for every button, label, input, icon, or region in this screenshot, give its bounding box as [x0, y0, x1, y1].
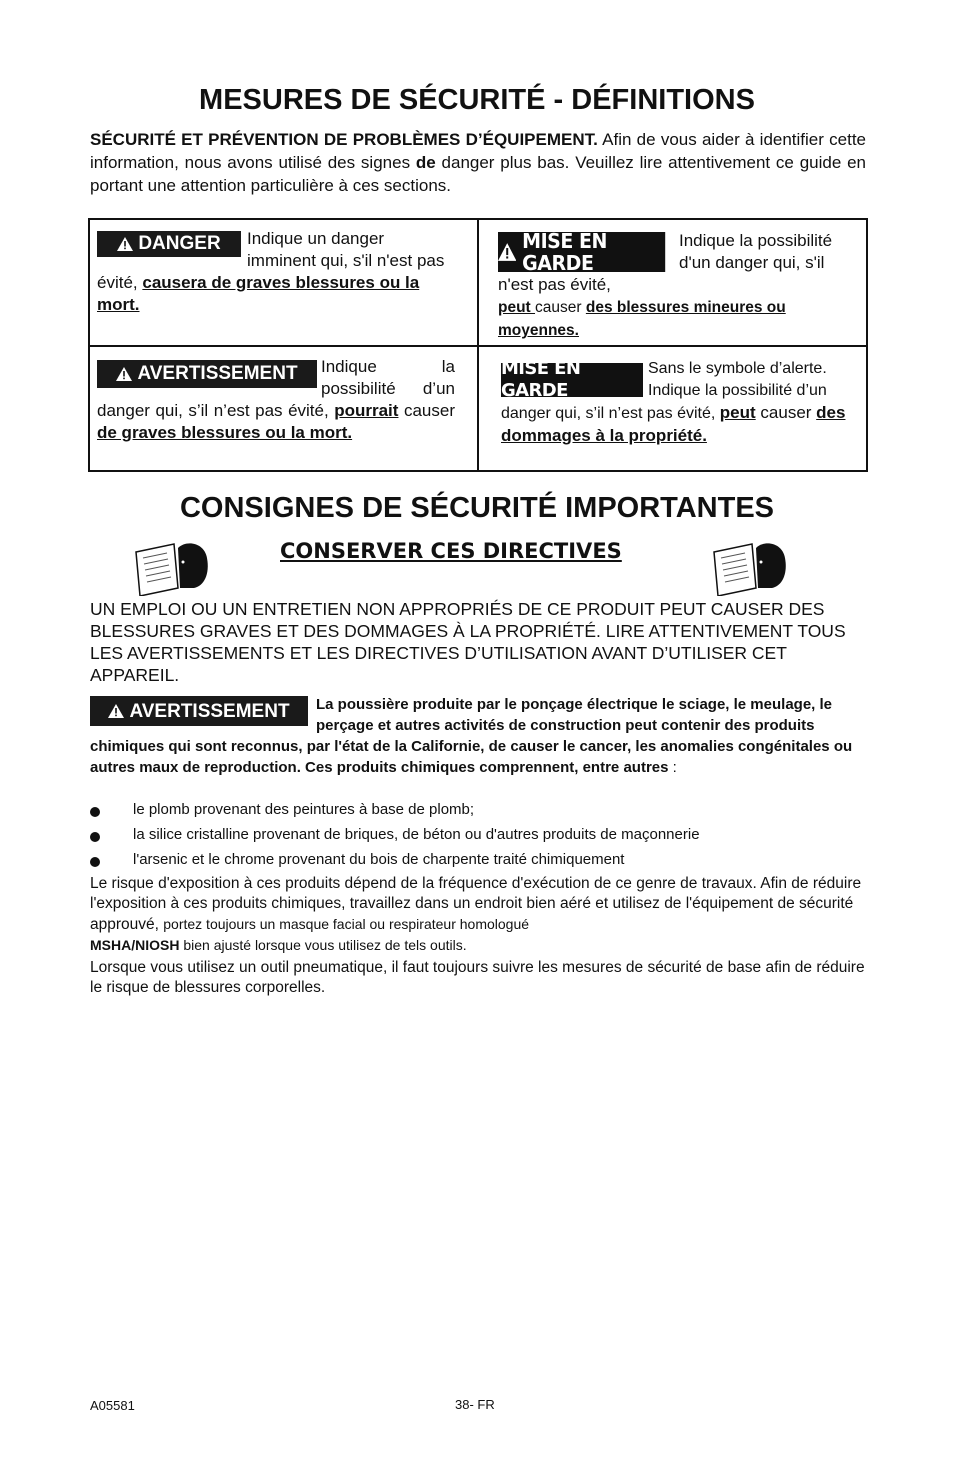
list-item [90, 825, 866, 850]
read-manual-icon [712, 540, 788, 596]
mise-en-garde-alert-emph2: des blessures mineures ou moyennes. [498, 299, 786, 339]
page-title: MESURES DE SÉCURITÉ - DÉFINITIONS [199, 84, 755, 116]
avertissement-warning-badge [90, 696, 308, 726]
read-manual-icon [134, 540, 210, 596]
mise-en-garde-label: MISE EN GARDE [501, 358, 581, 401]
alert-triangle-icon [116, 367, 132, 381]
intro-bold-lead: SÉCURITÉ ET PRÉVENTION DE PROBLÈMES D’ÉQUIPEMENT. [90, 130, 598, 149]
list-item [90, 850, 866, 875]
page-number: 38- FR [455, 1397, 495, 1412]
cell-mise-en-garde-no-alert [501, 358, 863, 448]
warning-text: La poussière produite par le ponçage électrique le sciage, le meulage, le perçage et autres activités de construction peut contenir des produits chimiques qui sont reconnus, par l'état de la Californie, de causer le cancer, les anomalies congénitales ou autres maux de reproduction. Ces produits chimiques comprennent, entre autres [90, 696, 853, 776]
avertissement-badge-label: AVERTISSEMENT [137, 363, 298, 384]
mise-en-garde-badge [501, 358, 643, 401]
cell-mise-en-garde-alert [498, 230, 858, 342]
mise-en-garde-alert-emph1: peut [498, 299, 536, 316]
mise-en-garde-text: Sans le symbole d’alerte. Indique la possibilité d’un danger qui, s’il n’est pas évité, [501, 360, 827, 422]
chemicals-list [90, 800, 866, 875]
exposure-paragraph [90, 874, 866, 956]
alert-triangle-icon [117, 237, 133, 251]
mise-en-garde-emph2: des dommages à la propriété. [501, 403, 846, 445]
warning-colon: : [668, 759, 677, 776]
list-item-text: l'arsenic et le chrome provenant du bois de charpente traité chimiquement [133, 851, 625, 868]
pneumatic-paragraph: Lorsque vous utilisez un outil pneumatique, il faut toujours suivre les mesures de sécurité de base afin de réduire le risque de blessures corporelles. [90, 959, 865, 996]
avertissement-badge [97, 360, 317, 388]
list-item [90, 800, 866, 825]
mise-en-garde-alert-badge [498, 229, 665, 275]
alert-triangle-icon [498, 242, 516, 262]
cell-avertissement [97, 356, 455, 444]
intro-text-b: danger plus bas. Veuillez lire attentivement ce guide en portant une attention particulière à ces sections. [90, 153, 866, 195]
caps-warning-paragraph: UN EMPLOI OU UN ENTRETIEN NON APPROPRIÉS DE CE PRODUIT PEUT CAUSER DES BLESSURES GRAVES ET DES DOMMAGES À LA PROPRIÉTÉ. LIRE ATTENTIVEMENT TOUS LES AVERTISSEMENTS ET LES DIRECTIVES D’UTILISATION AVANT D’UTILISER CET APPAREIL. [90, 599, 846, 685]
avertissement-emph2: de graves blessures ou la mort. [97, 423, 353, 442]
list-item-text: le plomb provenant des peintures à base de plomb; [133, 801, 475, 818]
exposure-text-b: portez toujours un masque facial ou respirateur homologué [163, 916, 530, 932]
avertissement-emph1: pourrait [334, 401, 399, 420]
exposure-text-a: Le risque d'exposition à ces produits dépend de la fréquence d'exécution de ce genre de travaux. Afin de réduire l'exposition à ces produits chimiques, travaillez dans un endroit bien aéré et utilisez de l'équipement de sécurité approuvé, [90, 875, 862, 933]
california-warning [90, 694, 866, 778]
danger-badge-label: DANGER [138, 233, 221, 254]
bullet-icon [90, 832, 100, 842]
intro-bold-de: de [415, 153, 436, 172]
danger-emph: causera de graves blessures ou la mort. [97, 273, 420, 314]
mise-en-garde-alert-text: Indique la possibilité d'un danger qui, s'il n'est pas évité, [498, 231, 833, 294]
alert-triangle-icon [108, 704, 124, 718]
save-instructions-heading: CONSERVER CES DIRECTIVES [280, 539, 622, 563]
list-item-text: la silice cristalline provenant de briques, de béton ou d'autres produits de maçonnerie [133, 826, 700, 843]
bullet-icon [90, 807, 100, 817]
document-code: A05581 [90, 1398, 135, 1413]
mise-en-garde-mid: causer [755, 403, 817, 422]
avertissement-text: Indique la possibilité d’un danger qui, s’il n’est pas évité, [97, 357, 455, 420]
intro-text-a: Afin de vous aider à identifier cette information, nous avons utilisé des signes [90, 130, 867, 172]
cell-danger [97, 228, 453, 316]
danger-badge [97, 231, 241, 257]
table-divider-horizontal [90, 345, 866, 347]
avertissement-mid: causer [398, 401, 455, 420]
bullet-icon [90, 857, 100, 867]
avertissement-warning-label: AVERTISSEMENT [129, 700, 290, 722]
mise-en-garde-alert-label: MISE EN GARDE [522, 229, 607, 275]
section-title: CONSIGNES DE SÉCURITÉ IMPORTANTES [179, 492, 775, 524]
definitions-table [88, 218, 868, 472]
exposure-bold: MSHA/NIOSH [90, 937, 180, 953]
exposure-text-c: bien ajusté lorsque vous utilisez de tels outils. [179, 937, 467, 953]
mise-en-garde-alert-mid: causer [535, 299, 586, 316]
intro-paragraph [90, 128, 866, 197]
mise-en-garde-emph1: peut [719, 403, 756, 422]
danger-text: Indique un danger imminent qui, s'il n'est pas évité, [97, 229, 445, 292]
